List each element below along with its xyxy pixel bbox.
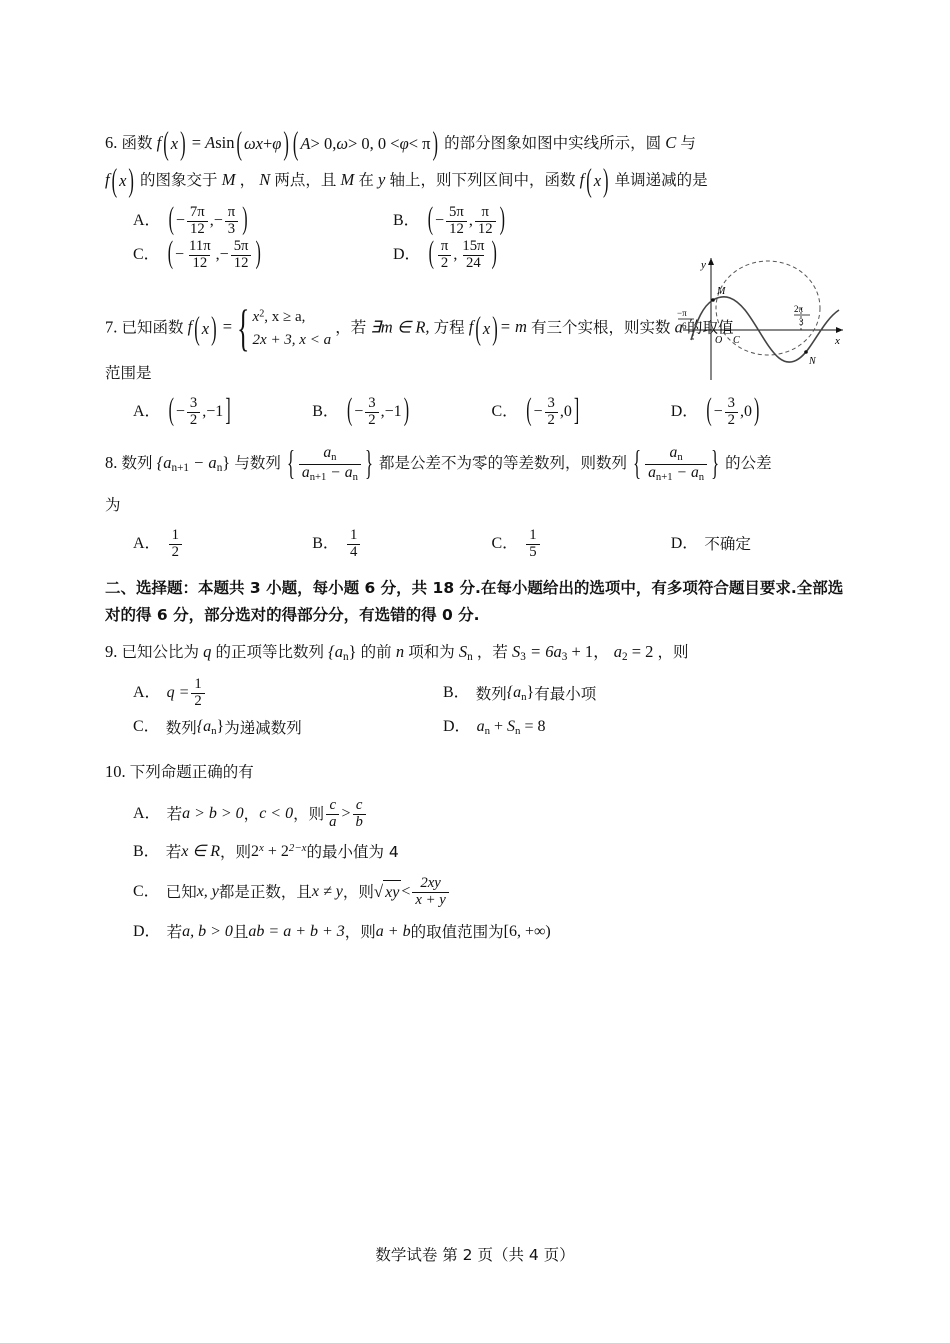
question-10-option-d[interactable]: D． 若 a, b > 0 且 ab = a + b + 3 ，则 a + b 的取值范围为 [6, +∞) <box>133 914 850 950</box>
question-7-number: 7. <box>105 317 118 337</box>
question-8-seq-1: $\{a_{n+1} - a_n\}$ <box>156 452 231 474</box>
question-7-option-b[interactable]: B． ( − $\frac{3}{2}$ , −1 ) <box>312 393 410 428</box>
option-a-label: A． <box>133 534 161 552</box>
question-6-point-m: M <box>221 170 236 189</box>
option-a-label: A． <box>133 684 161 702</box>
question-7-text-b: ，若 <box>335 318 367 337</box>
question-9-var-q: q <box>203 642 212 662</box>
figure-origin: O <box>715 335 723 346</box>
option-b-label: B． <box>133 842 160 860</box>
figure-point-m: M <box>717 286 726 297</box>
question-6-point-m2: M <box>340 170 355 189</box>
page-content <box>105 124 850 956</box>
question-7-option-a[interactable]: A． ( − $\frac{3}{2}$ , −1 ] <box>133 393 231 428</box>
figure-tick-left-den: 6 <box>682 321 687 331</box>
question-9-text-b: 的正项等比数列 <box>215 643 325 662</box>
question-8-line-2: 为 <box>105 495 121 514</box>
question-8 <box>105 445 850 561</box>
question-6-option-c[interactable]: C． ( − $\frac{11\pi}{12}$ , − $\frac{5\pi}{12}$ ) <box>133 236 261 271</box>
question-9-sum: $S_n$ <box>458 642 473 664</box>
question-9-seq: $\{a_n\}$ <box>328 642 357 664</box>
question-8-frac-1: { $\frac{a_n}{a_{n+1} - a_n}$ } <box>286 443 373 484</box>
figure-circle-c: C <box>733 335 740 346</box>
question-7-options <box>133 395 850 429</box>
question-6-line-2 <box>105 161 850 200</box>
question-8-number: 8. <box>105 452 118 472</box>
question-8-option-c[interactable]: C． $\frac{1}{5}$ <box>492 527 671 561</box>
option-d-label: D． <box>670 402 699 420</box>
question-8-option-b[interactable]: B． $\frac{1}{4}$ <box>312 527 491 561</box>
question-8-option-a[interactable]: A． $\frac{1}{2}$ <box>133 527 312 561</box>
question-10-number: 10. <box>105 761 126 781</box>
question-6-number: 6. <box>105 133 118 152</box>
question-6-text-f: 在 <box>358 171 374 189</box>
option-c-label: C． <box>491 402 519 420</box>
question-6-options <box>133 204 653 272</box>
figure-tick-right-den: 3 <box>799 317 804 327</box>
question-9-cond-1: $S_3 = 6a_3 + 1$， <box>511 642 610 664</box>
question-9-cond-2: $a_2 = 2$ <box>613 642 654 664</box>
option-a-label: A． <box>133 211 161 229</box>
page-footer: 数学试卷 第 2 页（共 4 页） <box>375 1246 575 1264</box>
question-6-point-n: N <box>259 170 271 189</box>
question-6-text-b: 的部分图象如图中实线所示，圆 <box>444 134 662 152</box>
figure-tick-left-num: −π <box>677 308 687 318</box>
question-7-var-a: a <box>674 317 683 337</box>
question-9-option-b[interactable]: B． 数列 $\{a_n\}$ 有最小项 <box>443 677 753 711</box>
question-6-text-e: 两点，且 <box>274 171 337 189</box>
question-9-text-d: 项和为 <box>408 643 455 662</box>
question-7-piecewise: f ( x ) = { $x^2$, x ≥ a, 2x + 3, x < a <box>187 299 332 356</box>
figure-point-n: N <box>809 356 816 367</box>
figure-x-label: x <box>835 335 840 347</box>
question-9-option-d[interactable]: D． $a_n + S_n = 8$ <box>443 711 753 745</box>
question-6-option-b[interactable]: B． ( − $\frac{5\pi}{12}$ , $\frac{\pi}{12}$ ) <box>393 202 505 237</box>
question-6-option-a[interactable]: A． ( − $\frac{7\pi}{12}$ , − $\frac{\pi}{3}$ ) <box>133 202 248 237</box>
question-10 <box>105 759 850 951</box>
option-b-label: B． <box>443 684 470 702</box>
question-9-option-c[interactable]: C． 数列 $\{a_n\}$ 为递减数列 <box>133 711 443 745</box>
question-7-text-a: 已知函数 <box>121 318 184 337</box>
question-7-option-d[interactable]: D． ( − $\frac{3}{2}$ , 0 ) <box>670 393 760 428</box>
option-c-label: C． <box>133 718 160 736</box>
option-c-label: C． <box>491 534 519 552</box>
question-9-number: 9. <box>105 642 118 662</box>
question-10-stem: 下列命题正确的有 <box>129 762 254 781</box>
question-8-text-d: 的公差 <box>725 453 772 472</box>
question-9-text-f: ，则 <box>657 643 689 662</box>
question-6-axis-y: y <box>378 170 386 189</box>
question-6-line-1 <box>105 124 850 163</box>
question-9-var-n: n <box>395 642 405 662</box>
question-6-text-d: 的图象交于 <box>140 171 218 189</box>
option-d-label: D． <box>393 245 421 263</box>
option-d-label: D． <box>670 534 699 552</box>
question-9 <box>105 639 850 745</box>
question-7-text-c: 方程 <box>433 318 465 337</box>
option-c-label: C． <box>133 882 160 900</box>
question-10-line-1 <box>105 759 850 785</box>
section-2-heading: 二、选择题：本题共 3 小题，每小题 6 分，共 18 分.在每小题给出的选项中，有多项符合题目要求.全部选对的得 6 分，部分选对的得部分分，有选错的得 0 分. <box>105 579 844 625</box>
question-7-text-e: 的取值 <box>687 318 734 337</box>
question-10-options <box>133 794 850 950</box>
option-a-label: A． <box>133 402 161 420</box>
question-6-fx2: f ( x ) <box>579 161 609 200</box>
option-d-label: D． <box>443 718 471 736</box>
question-6-figure <box>663 248 858 393</box>
question-8-options <box>133 527 850 561</box>
question-8-text-b: 与数列 <box>234 453 281 472</box>
question-6-option-d[interactable]: D． ( $\frac{\pi}{2}$ , $\frac{15\pi}{24}$ ) <box>393 236 497 271</box>
question-10-option-b[interactable]: B． 若 x ∈ R ，则 $2^x + 2^{2-x}$ 的最小值为 4 <box>133 834 850 870</box>
question-6-comma: ， <box>239 171 256 189</box>
question-6-text-c: 与 <box>680 134 696 152</box>
question-10-option-a[interactable]: A． 若 a > b > 0 ， c < 0 ，则 $\frac{c}{a}$ > $\frac{c}{b}$ <box>133 794 850 834</box>
question-6-formula-f: f ( x ) = Asin ( ωx + φ ) ( A > 0, ω > 0, 0 < φ < π ) <box>156 124 439 163</box>
question-8-line-1 <box>105 445 850 483</box>
option-b-label: B． <box>393 211 420 229</box>
option-d-label: D． <box>133 922 161 940</box>
question-7-option-c[interactable]: C． ( − $\frac{3}{2}$ , 0 ] <box>491 393 580 428</box>
option-a-label: A． <box>133 804 161 822</box>
question-9-option-a[interactable]: A． q = $\frac{1}{2}$ <box>133 677 443 711</box>
question-9-text-a: 已知公比为 <box>121 643 200 662</box>
question-6-fx: f ( x ) <box>105 161 134 200</box>
question-7-text-d: 有三个实根，则实数 <box>531 318 671 337</box>
option-b-label: B． <box>312 534 339 552</box>
question-9-text-c: 的前 <box>360 643 392 662</box>
question-9-text-e: ，若 <box>476 643 508 662</box>
question-7-line-2: 范围是 <box>105 364 152 382</box>
option-d-text: 不确定 <box>704 534 751 553</box>
question-6-circle-label: C <box>665 133 677 152</box>
question-6-text-h: 单调递减的是 <box>614 171 708 189</box>
sine-curve-diagram <box>663 248 858 393</box>
figure-tick-right-num: 2π <box>794 304 804 314</box>
question-8-text-c: 都是公差不为零的等差数列，则数列 <box>379 453 628 472</box>
question-7-exists: ∃m ∈ R, <box>370 317 430 337</box>
question-9-options <box>133 677 753 745</box>
question-6-text-a: 函数 <box>121 134 153 152</box>
question-8-frac-2: { $\frac{a_n}{a_{n+1} - a_n}$ } <box>633 443 720 484</box>
question-6-text-g: 轴上，则下列区间中，函数 <box>389 171 576 189</box>
option-b-label: B． <box>312 402 339 420</box>
question-9-line-1 <box>105 639 850 667</box>
figure-y-label: y <box>701 259 706 271</box>
question-8-option-d[interactable] <box>671 527 850 561</box>
question-10-option-c[interactable]: C． 已知 x, y 都是正数，且 x ≠ y ，则 √ xy < $\frac{2xy}{x + y}$ <box>133 870 850 914</box>
question-7-equation: f ( x ) = m <box>468 308 527 347</box>
option-c-label: C． <box>133 245 160 263</box>
question-8-text-a: 数列 <box>121 453 153 472</box>
